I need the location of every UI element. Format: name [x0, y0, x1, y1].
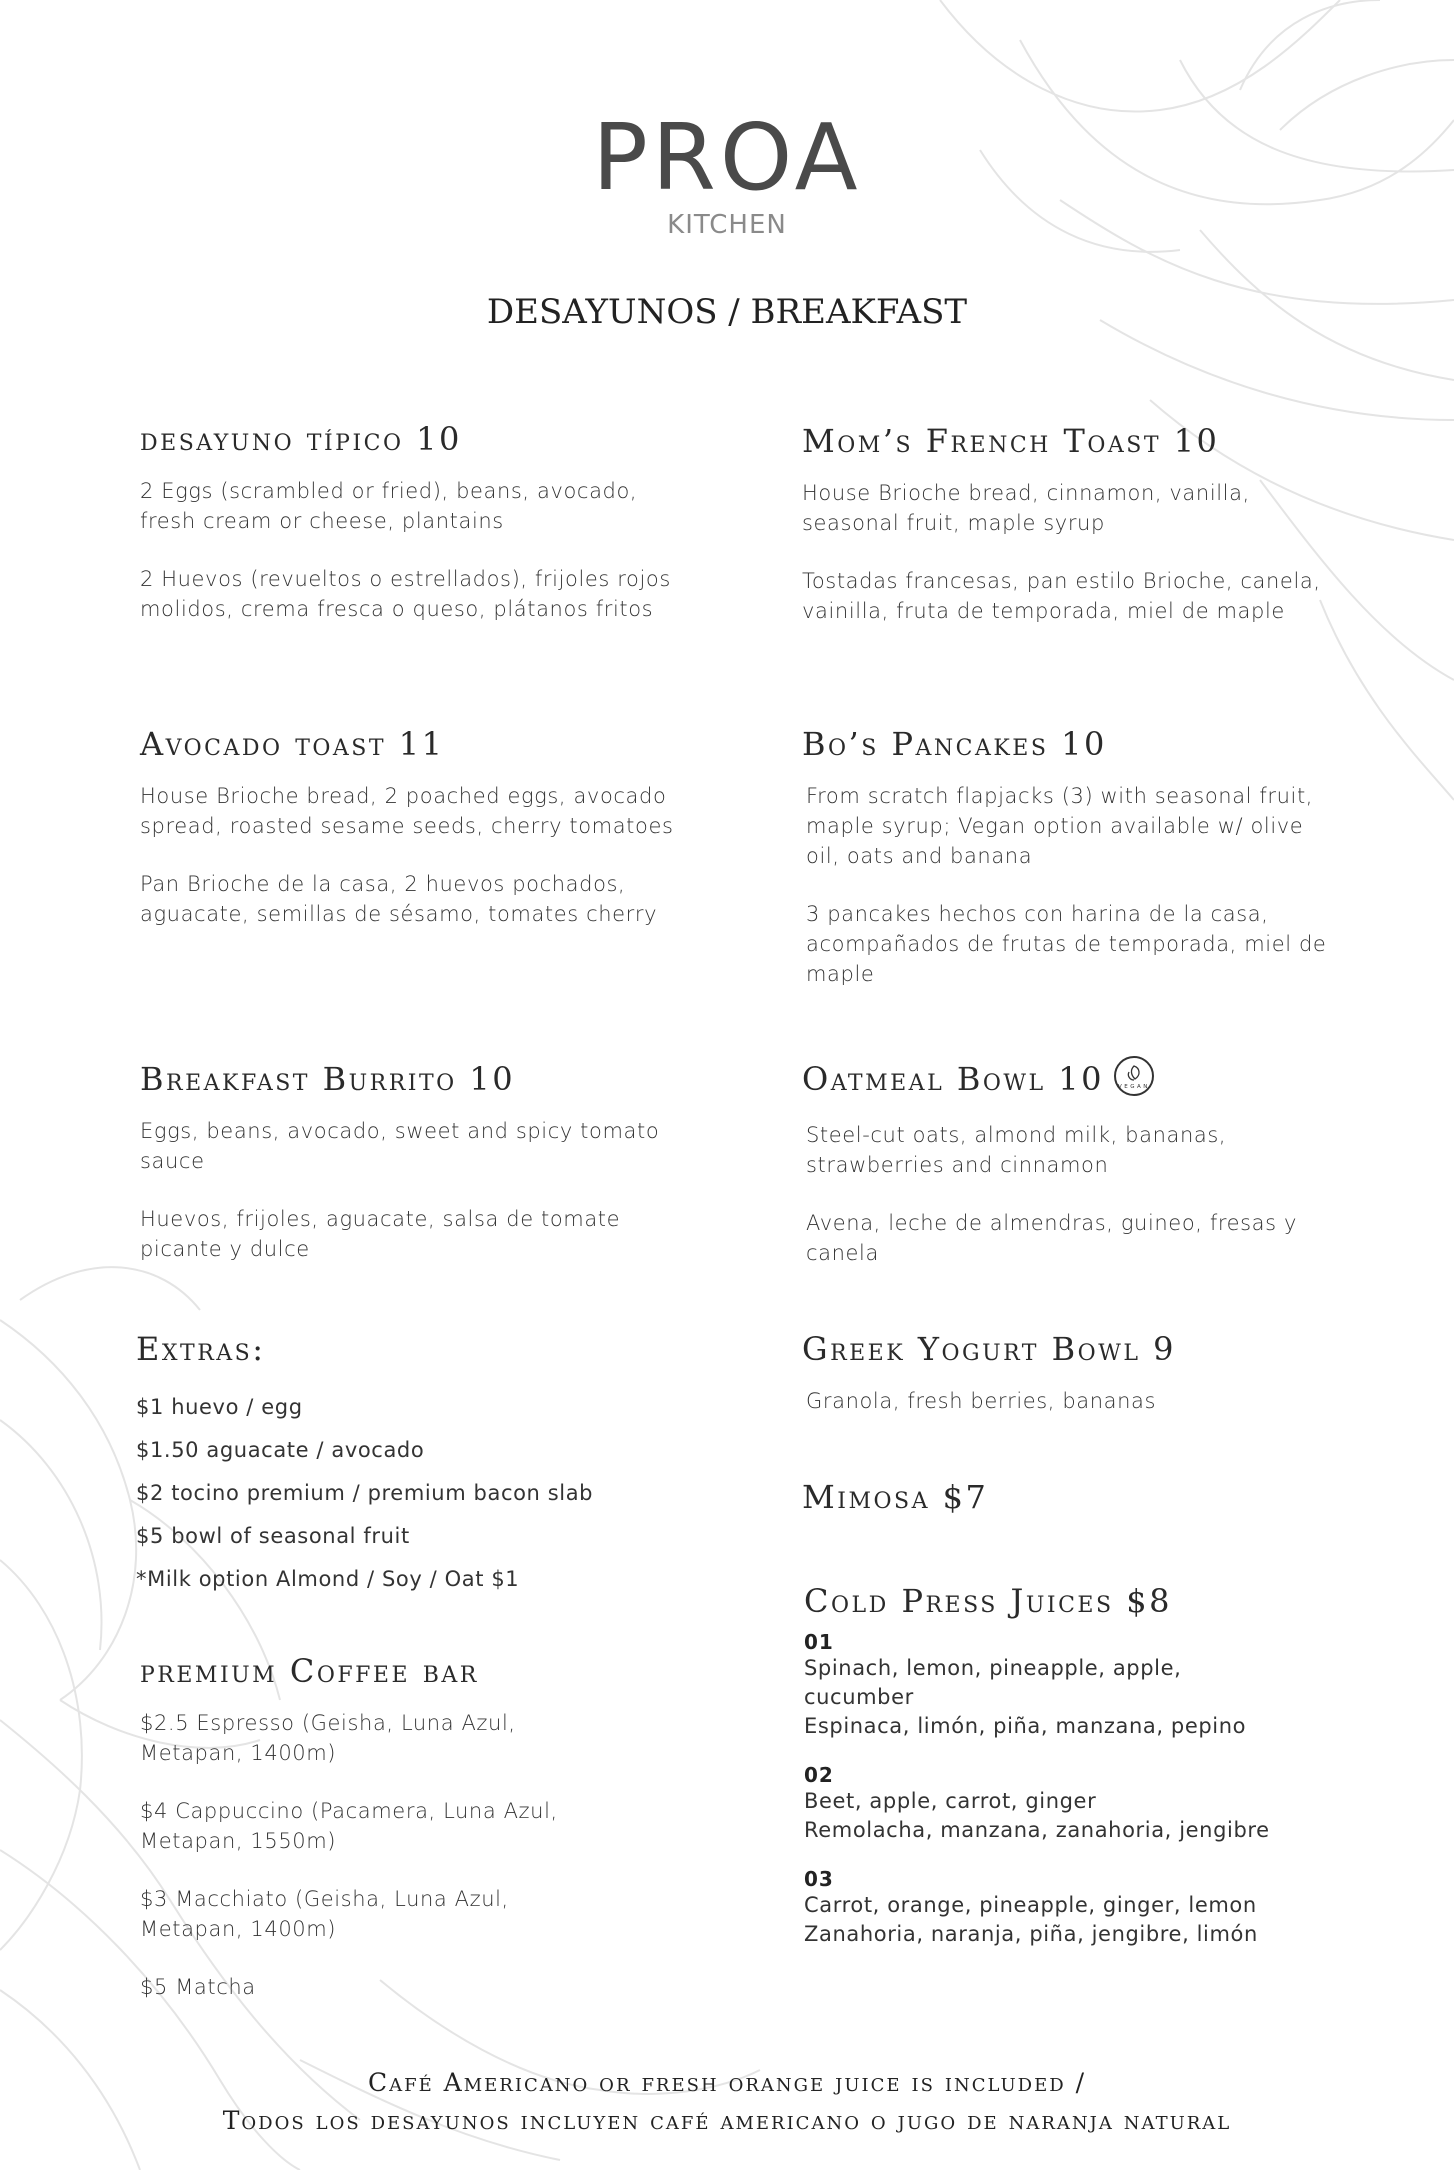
item-oatmeal-bowl	[802, 1060, 1342, 1296]
extras-section	[136, 1330, 696, 1601]
juice-desc-en: Spinach, lemon, pineapple, apple, cucumber	[804, 1656, 1182, 1710]
footer-line-1: Café Americano or fresh orange juice is included /	[367, 2068, 1087, 2097]
juice-number: 01	[804, 1630, 834, 1655]
item-french-toast	[802, 422, 1342, 654]
item-desayuno-tipico	[140, 420, 700, 652]
juice-desc-en: Beet, apple, carrot, ginger	[804, 1789, 1097, 1814]
juice-desc-es: Zanahoria, naranja, piña, jengibre, limón	[804, 1922, 1258, 1947]
brand-logo	[0, 104, 1454, 240]
item-desc-es: Avena, leche de almendras, guineo, fresas y canela	[806, 1210, 1297, 1265]
juice-item	[804, 1867, 1344, 1949]
item-title: Greek Yogurt Bowl 9	[802, 1330, 1176, 1368]
juice-item	[804, 1630, 1344, 1741]
footer-line-2: Todos los desayunos incluyen café americano o jugo de naranja natural	[222, 2106, 1232, 2135]
item-desc-es: 3 pancakes hechos con harina de la casa, acompañados de frutas de temporada, miel de maple	[806, 902, 1327, 987]
juices-title: Cold Press Juices $8	[804, 1582, 1172, 1620]
page-title: DESAYUNOS / BREAKFAST	[486, 292, 968, 332]
extras-item: $5 bowl of seasonal fruit	[136, 1524, 410, 1549]
item-title: Bo’s Pancakes 10	[802, 725, 1107, 763]
item-desc-en: Eggs, beans, avocado, sweet and spicy tomato sauce	[140, 1119, 660, 1174]
juice-number: 03	[804, 1867, 834, 1892]
juice-number: 02	[804, 1763, 834, 1788]
coffee-item: $3 Macchiato (Geisha, Luna Azul, Metapan, 1400m)	[140, 1887, 509, 1942]
item-avocado-toast	[140, 725, 700, 957]
coffee-bar-section	[140, 1652, 700, 2030]
coffee-item: $5 Matcha	[140, 1975, 256, 2000]
item-greek-yogurt	[802, 1330, 1342, 1444]
juice-desc-es: Espinaca, limón, piña, manzana, pepino	[804, 1714, 1247, 1739]
item-desc-es: Huevos, frijoles, aguacate, salsa de tomate picante y dulce	[140, 1207, 621, 1262]
item-title: Mimosa $7	[802, 1478, 989, 1516]
brand-sub: KITCHEN	[667, 210, 787, 240]
item-title: Breakfast Burrito 10	[140, 1060, 516, 1098]
extras-item: $1.50 aguacate / avocado	[136, 1438, 425, 1463]
extras-item: *Milk option Almond / Soy / Oat $1	[136, 1567, 520, 1592]
item-desc-en: House Brioche bread, cinnamon, vanilla, seasonal fruit, maple syrup	[802, 481, 1250, 536]
item-desc-es: Pan Brioche de la casa, 2 huevos pochados, aguacate, semillas de sésamo, tomates cherry	[140, 872, 658, 927]
juice-desc-es: Remolacha, manzana, zanahoria, jengibre	[804, 1818, 1270, 1843]
cold-press-juices-section	[804, 1582, 1344, 1971]
juice-desc-en: Carrot, orange, pineapple, ginger, lemon	[804, 1893, 1257, 1918]
item-desc-en: Granola, fresh berries, bananas	[806, 1389, 1157, 1414]
item-title: Mom’s French Toast 10	[802, 422, 1220, 460]
item-desc-en: House Brioche bread, 2 poached eggs, avocado spread, roasted sesame seeds, cherry tomatoes	[140, 784, 674, 839]
coffee-item: $2.5 Espresso (Geisha, Luna Azul, Metapan, 1400m)	[140, 1711, 516, 1766]
item-desc-es: 2 Huevos (revueltos o estrellados), frijoles rojos molidos, crema fresca o queso, plátanos fritos	[140, 567, 671, 622]
item-breakfast-burrito	[140, 1060, 700, 1292]
vegan-icon-label: VEGAN	[1118, 1083, 1150, 1090]
extras-item: $1 huevo / egg	[136, 1395, 303, 1420]
item-title: desayuno típico 10	[140, 420, 462, 458]
item-pancakes	[802, 725, 1342, 1017]
item-desc-en: Steel-cut oats, almond milk, bananas, strawberries and cinnamon	[806, 1122, 1227, 1177]
coffee-title: premium Coffee bar	[140, 1652, 479, 1690]
extras-title: Extras:	[136, 1330, 266, 1368]
brand-name: PROA	[592, 104, 862, 211]
vegan-icon	[1114, 1056, 1154, 1096]
footer-note	[0, 2064, 1454, 2140]
item-title-row	[802, 1060, 1342, 1102]
item-desc-es: Tostadas francesas, pan estilo Brioche, canela, vainilla, fruta de temporada, miel de maple	[802, 569, 1321, 624]
coffee-item: $4 Cappuccino (Pacamera, Luna Azul, Metapan, 1550m)	[140, 1799, 558, 1854]
item-mimosa	[802, 1478, 1342, 1534]
juice-item	[804, 1763, 1344, 1845]
item-desc-en: From scratch flapjacks (3) with seasonal fruit, maple syrup; Vegan option available w/ olive oil, oats and banana	[806, 784, 1314, 869]
item-title: Oatmeal Bowl 10	[802, 1060, 1105, 1098]
extras-item: $2 tocino premium / premium bacon slab	[136, 1481, 594, 1506]
item-desc-en: 2 Eggs (scrambled or fried), beans, avocado, fresh cream or cheese, plantains	[140, 479, 638, 534]
item-title: Avocado toast 11	[140, 725, 445, 763]
